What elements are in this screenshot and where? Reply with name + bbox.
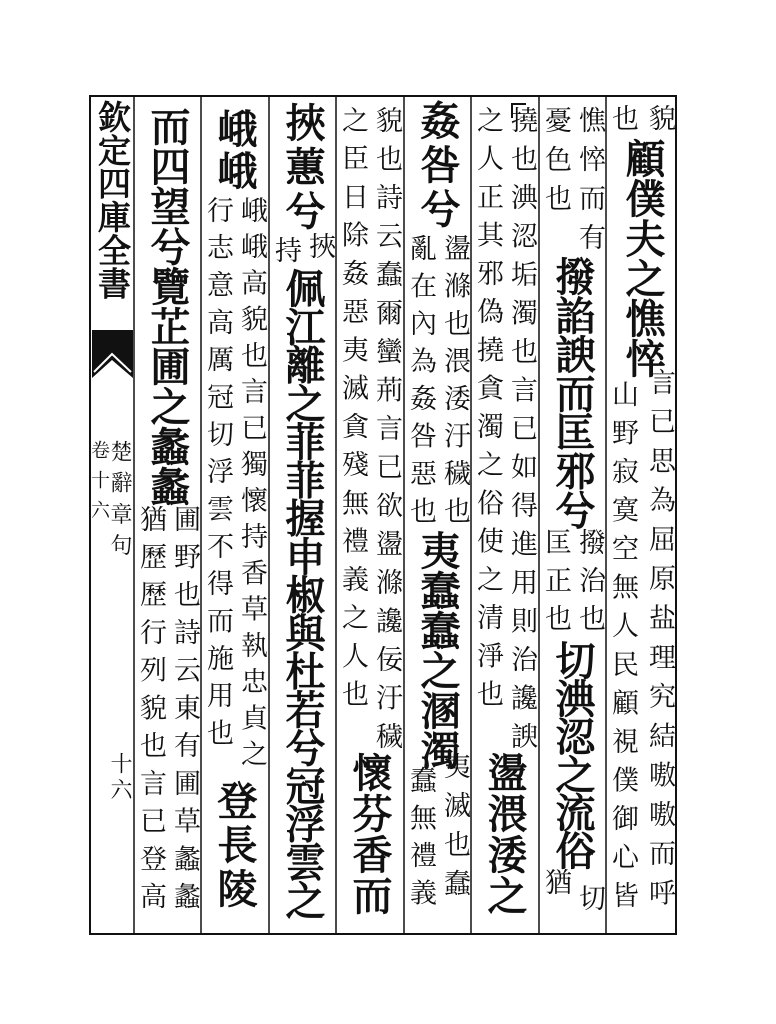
main-text-line: 盪渨涹之 (481, 752, 528, 916)
annotation-right: 言已思為屈原盐理究結嗷嗷而呼 (644, 368, 675, 918)
fishtail-notch (94, 354, 131, 372)
main-text-line: 姦咎兮 (414, 100, 461, 232)
annotation-right: 貌也詩云蠢爾蠻荊言已欲盪滌讒佞汙穢 (371, 106, 402, 761)
main-text-line: 夷蠢蠢之溷濁 (414, 530, 461, 770)
annotation-left: 之人正其邪偽撓貪濁之俗使之清淨也 (472, 106, 503, 718)
volume-label: 卷十六 (88, 440, 110, 530)
main-text-line: 挾蕙兮 (279, 102, 326, 234)
text-column-8 (134, 0, 201, 1024)
annotation-left: 憂色也 (540, 106, 571, 223)
annotation-right: 憔悴而有 (574, 106, 605, 262)
book-title: 欽定四庫全書 (93, 100, 132, 300)
main-text-line: 切淟涊之流俗 (549, 640, 596, 868)
annotation-right: 夷滅也蠢 (439, 752, 470, 908)
main-text-line: 峨峨 (211, 108, 258, 192)
annotation-right: 撓也淟涊垢濁也言已如得進用則治讒諛 (506, 106, 537, 761)
main-text-line: 而四望兮覽芷圃之蠡蠡 (144, 106, 191, 506)
annotation-left: 猶歷歷行列貌也言已登高 (135, 505, 166, 920)
main-text-line: 顧僕夫之憔悴 (619, 138, 666, 378)
annotation-left: 山野寂寞空無人民顧視僕御心皆 (607, 380, 638, 920)
annotation-right: 切 (574, 884, 605, 922)
text-column-3 (471, 0, 538, 1024)
fishtail-mark (92, 330, 133, 378)
page-number: 十六 (107, 752, 132, 804)
text-column-4 (404, 0, 471, 1024)
annotation-left: 之臣日除姦惡夷滅貪殘無禮義之人也 (337, 106, 368, 718)
annotation-right: 圃野也詩云東有圃草蠡蠡 (169, 505, 200, 920)
text-column-5 (336, 0, 403, 1024)
annotation-left: 持 (270, 236, 301, 272)
main-text-line: 佩江離之菲菲握申椒與杜若兮冠浮雲之 (279, 268, 326, 919)
main-text-line: 登長陵 (211, 780, 258, 912)
work-title: 楚辭章句 (107, 440, 132, 565)
annotation-left: 猶 (540, 868, 571, 906)
annotation-right: 盪滌也渨涹汙穢也 (439, 234, 470, 534)
annotation-left: 蠢無禮義 (405, 766, 436, 916)
annotation-right: 撥治也 (574, 528, 605, 642)
annotation-right: 峨峨高貌也言已獨懷持香草執忠貞之 (236, 196, 267, 776)
main-text-line: 撥諂諛而匡邪兮 (549, 256, 596, 529)
annotation-right: 貌 (644, 104, 675, 142)
text-column-1 (606, 0, 676, 1024)
annotation-right: 挾 (304, 232, 335, 268)
text-column-7 (201, 0, 268, 1024)
annotation-left: 也 (607, 104, 638, 142)
annotation-left: 亂在內為姦咎惡也 (405, 234, 436, 534)
text-column-2 (539, 0, 606, 1024)
annotation-left: 匡正也 (540, 528, 571, 642)
text-column-6 (269, 0, 336, 1024)
annotation-left: 行志意高厲冠切浮雲不得而施用也 (202, 196, 233, 756)
main-text-line: 懷芬香而 (346, 752, 393, 916)
